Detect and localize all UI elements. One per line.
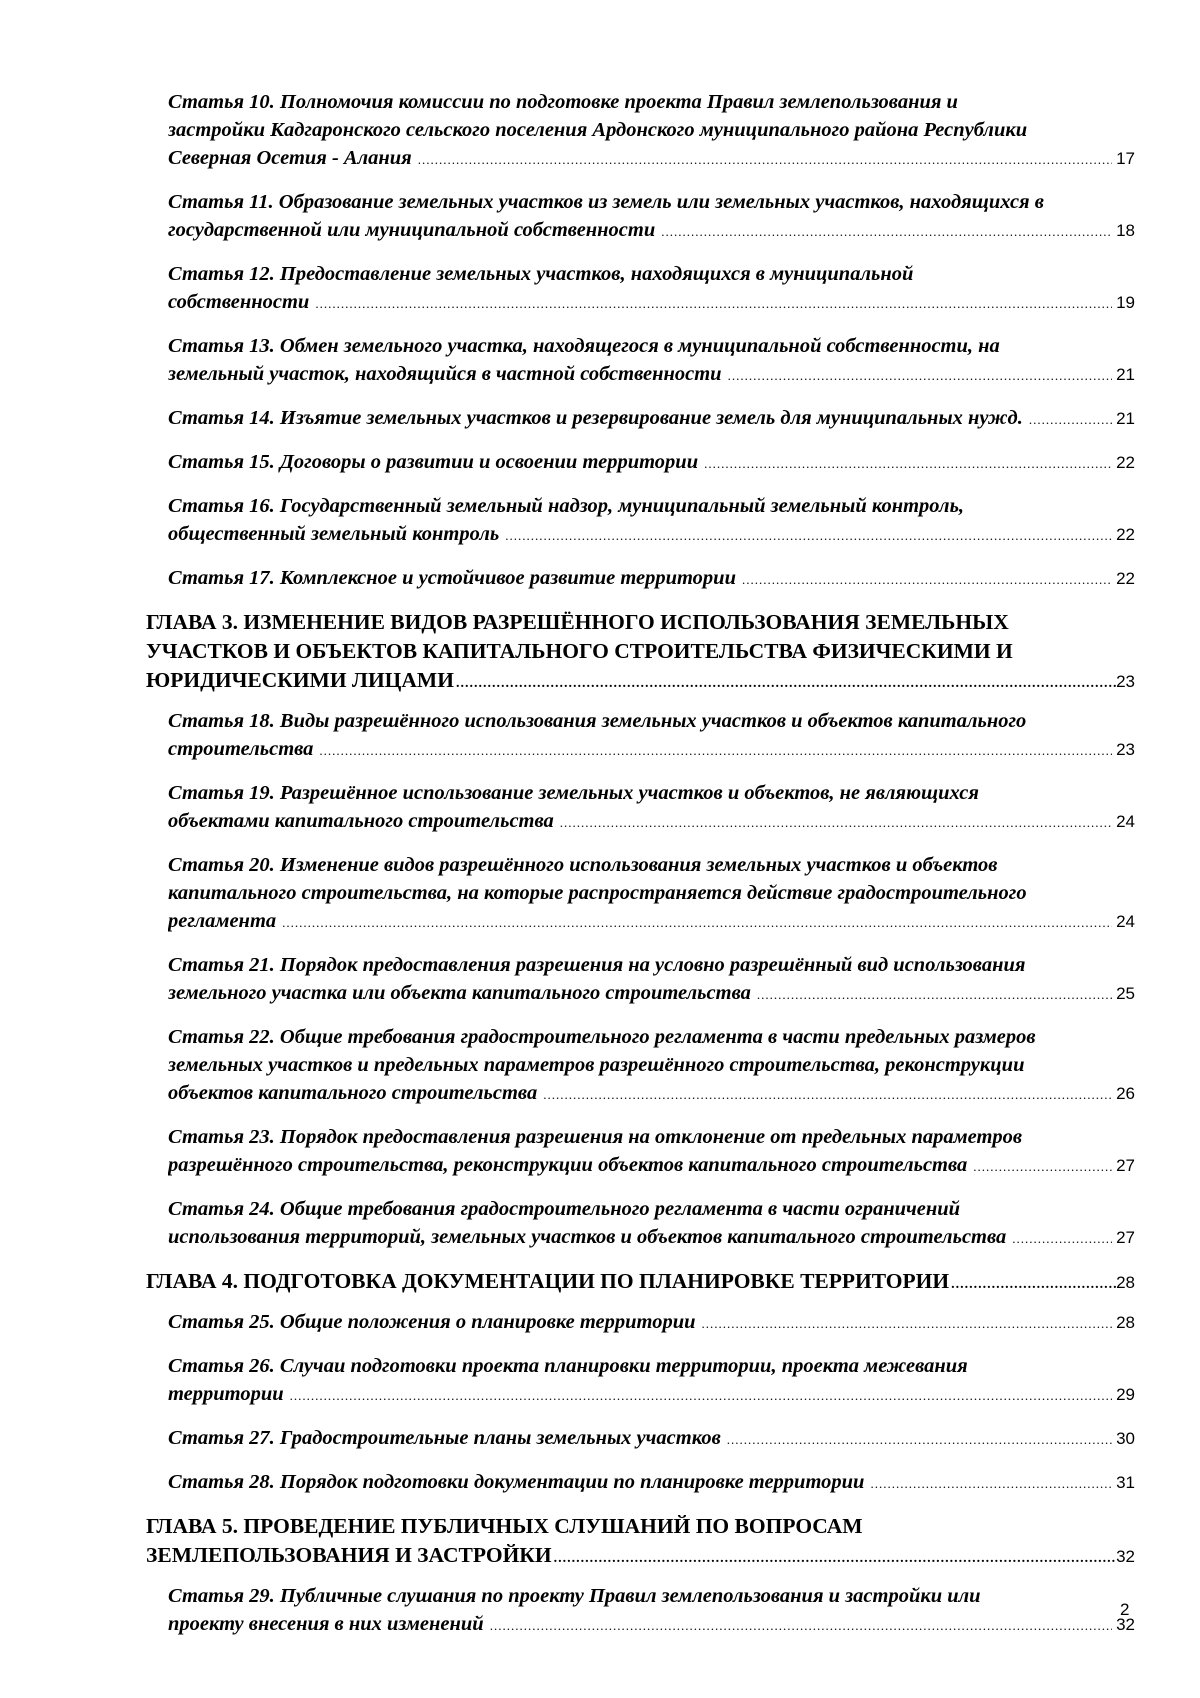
toc-page-number: 24 [1116, 912, 1135, 931]
toc-page-number: 22 [1116, 453, 1135, 472]
toc-entry-text-line: собственности [168, 291, 310, 313]
toc-page-number: 27 [1116, 1156, 1135, 1175]
toc-page-number: 22 [1116, 569, 1135, 588]
toc-entry-text-line: строительства [168, 738, 314, 760]
toc-entry-text-line: объектов капитального строительства [168, 1082, 538, 1104]
dot-leader [742, 566, 1112, 592]
toc-article-entry[interactable] [146, 707, 1135, 763]
toc-entry-text-line: Статья 15. Договоры о развитии и освоении территории [168, 451, 699, 473]
toc-entry-last-line [168, 735, 1135, 763]
dot-leader [870, 1470, 1112, 1496]
toc-entry-text-line: Статья 23. Порядок предоставления разрешения на отклонение от предельных параметров [168, 1126, 1023, 1148]
toc-article-entry[interactable] [146, 1352, 1135, 1408]
dot-leader [290, 1382, 1112, 1408]
toc-entry-text-line: Статья 21. Порядок предоставления разрешения на условно разрешённый вид использования [168, 954, 1026, 976]
toc-entry-last-line [168, 520, 1135, 548]
toc-article-entry[interactable] [146, 1123, 1135, 1179]
toc-entry-last-line [168, 979, 1135, 1007]
dot-leader [490, 1612, 1112, 1638]
dot-leader [702, 1310, 1113, 1336]
toc-entry-text-line: застройки Кадгаронского сельского поселения Ардонского муниципального района Республики [168, 119, 1028, 141]
dot-leader [1012, 1225, 1112, 1251]
dot-leader [554, 1544, 1116, 1570]
toc-entry-last-line [168, 216, 1135, 244]
toc-article-entry[interactable] [146, 404, 1135, 432]
dot-leader [951, 1270, 1116, 1296]
toc-entry-text-line: проекту внесения в них изменений [168, 1613, 484, 1635]
toc-article-entry[interactable] [146, 1195, 1135, 1251]
toc-page-number: 27 [1116, 1228, 1135, 1247]
toc-entry-last-line [168, 144, 1135, 172]
toc-article-entry[interactable] [146, 332, 1135, 388]
dot-leader [282, 909, 1112, 935]
toc-entry-last-line [146, 666, 1135, 695]
dot-leader [757, 981, 1112, 1007]
toc-entry-last-line [168, 1308, 1135, 1336]
toc-entry-text-line: Статья 13. Обмен земельного участка, находящегося в муниципальной собственности, на [168, 335, 1000, 357]
toc-entry-text-line: Статья 29. Публичные слушания по проекту Правил землепользования и застройки или [168, 1585, 981, 1607]
toc-entry-text-line: территории [168, 1383, 284, 1405]
toc-entry-text-line: Статья 12. Предоставление земельных участков, находящихся в муниципальной [168, 263, 914, 285]
toc-page-number: 18 [1116, 221, 1135, 240]
toc-entry-text-line: Статья 10. Полномочия комиссии по подготовке проекта Правил землепользования и [168, 91, 958, 113]
toc-page-number: 25 [1116, 984, 1135, 1003]
toc-entry-text-line: Статья 17. Комплексное и устойчивое развитие территории [168, 567, 736, 589]
toc-entry-last-line [168, 807, 1135, 835]
dot-leader [456, 669, 1116, 695]
toc-article-entry[interactable] [146, 1308, 1135, 1336]
dot-leader [704, 450, 1112, 476]
toc-entry-text-line: Статья 18. Виды разрешённого использования земельных участков и объектов капитального [168, 710, 1027, 732]
toc-entry-last-line [168, 907, 1135, 935]
toc-article-entry[interactable] [146, 260, 1135, 316]
toc-article-entry[interactable] [146, 851, 1135, 935]
toc-page-number: 23 [1116, 672, 1135, 691]
toc-entry-text-line: Северная Осетия - Алания [168, 147, 412, 169]
toc-entry-text-line: Статья 19. Разрешённое использование земельных участков и объектов, не являющихся [168, 782, 979, 804]
dot-leader [560, 809, 1112, 835]
dot-leader [973, 1153, 1112, 1179]
toc-chapter-entry[interactable] [146, 608, 1135, 695]
toc-page-number: 31 [1116, 1473, 1135, 1492]
dot-leader [418, 146, 1112, 172]
dot-leader [661, 218, 1112, 244]
toc-entry-last-line [168, 1151, 1135, 1179]
toc-entry-text-line: земельный участок, находящийся в частной собственности [168, 363, 722, 385]
toc-article-entry[interactable] [146, 188, 1135, 244]
toc-article-entry[interactable] [146, 564, 1135, 592]
toc-article-entry[interactable] [146, 779, 1135, 835]
toc-entry-text-line: Статья 16. Государственный земельный надзор, муниципальный земельный контроль, [168, 495, 965, 517]
toc-chapter-entry[interactable] [146, 1512, 1135, 1570]
toc-page-number: 21 [1116, 365, 1135, 384]
table-of-contents [146, 88, 1135, 1654]
toc-entry-text-line: объектами капитального строительства [168, 810, 554, 832]
toc-entry-last-line [168, 360, 1135, 388]
toc-article-entry[interactable] [146, 88, 1135, 172]
toc-entry-last-line [168, 1424, 1135, 1452]
toc-entry-text-line: общественный земельный контроль [168, 523, 500, 545]
page-number: 2 [1120, 1600, 1130, 1619]
toc-article-entry[interactable] [146, 1582, 1135, 1638]
toc-entry-text-line: Статья 27. Градостроительные планы земельных участков [168, 1427, 721, 1449]
toc-entry-last-line [168, 1468, 1135, 1496]
toc-entry-text-line: ГЛАВА 3. ИЗМЕНЕНИЕ ВИДОВ РАЗРЕШЁННОГО ИСПОЛЬЗОВАНИЯ ЗЕМЕЛЬНЫХ [146, 610, 1009, 634]
toc-entry-last-line [146, 1267, 1135, 1296]
toc-entry-text-line: Статья 14. Изъятие земельных участков и резервирование земель для муниципальных нужд. [168, 407, 1023, 429]
toc-entry-text-line: земельного участка или объекта капитального строительства [168, 982, 751, 1004]
toc-entry-text-line: Статья 24. Общие требования градостроительного регламента в части ограничений [168, 1198, 961, 1220]
toc-entry-text-line: Статья 25. Общие положения о планировке территории [168, 1311, 696, 1333]
toc-entry-last-line [168, 288, 1135, 316]
toc-entry-text-line: Статья 26. Случаи подготовки проекта планировки территории, проекта межевания [168, 1355, 968, 1377]
toc-entry-text-line: Статья 22. Общие требования градостроительного регламента в части предельных размеров [168, 1026, 1036, 1048]
toc-entry-text-line: ГЛАВА 4. ПОДГОТОВКА ДОКУМЕНТАЦИИ ПО ПЛАНИРОВКЕ ТЕРРИТОРИИ [146, 1269, 950, 1293]
toc-entry-text-line: земельных участков и предельных параметров разрешённого строительства, реконструкции [168, 1054, 1025, 1076]
toc-article-entry[interactable] [146, 951, 1135, 1007]
toc-entry-last-line [168, 404, 1135, 432]
toc-chapter-entry[interactable] [146, 1267, 1135, 1296]
toc-page-number: 32 [1116, 1547, 1135, 1566]
toc-entry-last-line [168, 1079, 1135, 1107]
toc-article-entry[interactable] [146, 448, 1135, 476]
toc-page-number: 28 [1116, 1313, 1135, 1332]
toc-article-entry[interactable] [146, 1023, 1135, 1107]
toc-entry-text-line: ГЛАВА 5. ПРОВЕДЕНИЕ ПУБЛИЧНЫХ СЛУШАНИЙ ПО ВОПРОСАМ [146, 1514, 863, 1538]
toc-entry-text-line: Статья 28. Порядок подготовки документации по планировке территории [168, 1471, 865, 1493]
toc-entry-last-line [168, 1380, 1135, 1408]
toc-page-number: 21 [1116, 409, 1135, 428]
toc-page-number: 32 [1116, 1615, 1135, 1634]
dot-leader [728, 362, 1113, 388]
toc-entry-text-line: ЮРИДИЧЕСКИМИ ЛИЦАМИ [146, 668, 454, 692]
toc-entry-text-line: УЧАСТКОВ И ОБЪЕКТОВ КАПИТАЛЬНОГО СТРОИТЕЛЬСТВА ФИЗИЧЕСКИМИ И [146, 639, 1013, 663]
toc-page-number: 17 [1116, 149, 1135, 168]
toc-entry-text-line: регламента [168, 910, 277, 932]
dot-leader [543, 1081, 1112, 1107]
toc-entry-text-line: разрешённого строительства, реконструкции объектов капитального строительства [168, 1154, 968, 1176]
toc-entry-last-line [168, 1223, 1135, 1251]
toc-entry-last-line [168, 448, 1135, 476]
toc-page-number: 30 [1116, 1429, 1135, 1448]
toc-entry-last-line [168, 564, 1135, 592]
toc-entry-text-line: капитального строительства, на которые распространяется действие градостроительного [168, 882, 1027, 904]
toc-article-entry[interactable] [146, 1468, 1135, 1496]
toc-entry-last-line [168, 1610, 1135, 1638]
dot-leader [319, 737, 1112, 763]
toc-page-number: 19 [1116, 293, 1135, 312]
toc-entry-text-line: Статья 20. Изменение видов разрешённого использования земельных участков и объектов [168, 854, 998, 876]
toc-entry-text-line: ЗЕМЛЕПОЛЬЗОВАНИЯ И ЗАСТРОЙКИ [146, 1543, 552, 1567]
toc-page-number: 23 [1116, 740, 1135, 759]
toc-page-number: 29 [1116, 1385, 1135, 1404]
dot-leader [505, 522, 1112, 548]
toc-entry-last-line [146, 1541, 1135, 1570]
toc-entry-text-line: использования территорий, земельных участков и объектов капитального строительства [168, 1226, 1007, 1248]
toc-entry-text-line: Статья 11. Образование земельных участков из земель или земельных участков, находящихся в [168, 191, 1044, 213]
toc-page-number: 22 [1116, 525, 1135, 544]
toc-article-entry[interactable] [146, 1424, 1135, 1452]
toc-page-number: 26 [1116, 1084, 1135, 1103]
dot-leader [315, 290, 1112, 316]
dot-leader [1029, 406, 1112, 432]
toc-article-entry[interactable] [146, 492, 1135, 548]
dot-leader [727, 1426, 1112, 1452]
toc-entry-text-line: государственной или муниципальной собственности [168, 219, 656, 241]
toc-page-number: 24 [1116, 812, 1135, 831]
toc-page-number: 28 [1116, 1273, 1135, 1292]
